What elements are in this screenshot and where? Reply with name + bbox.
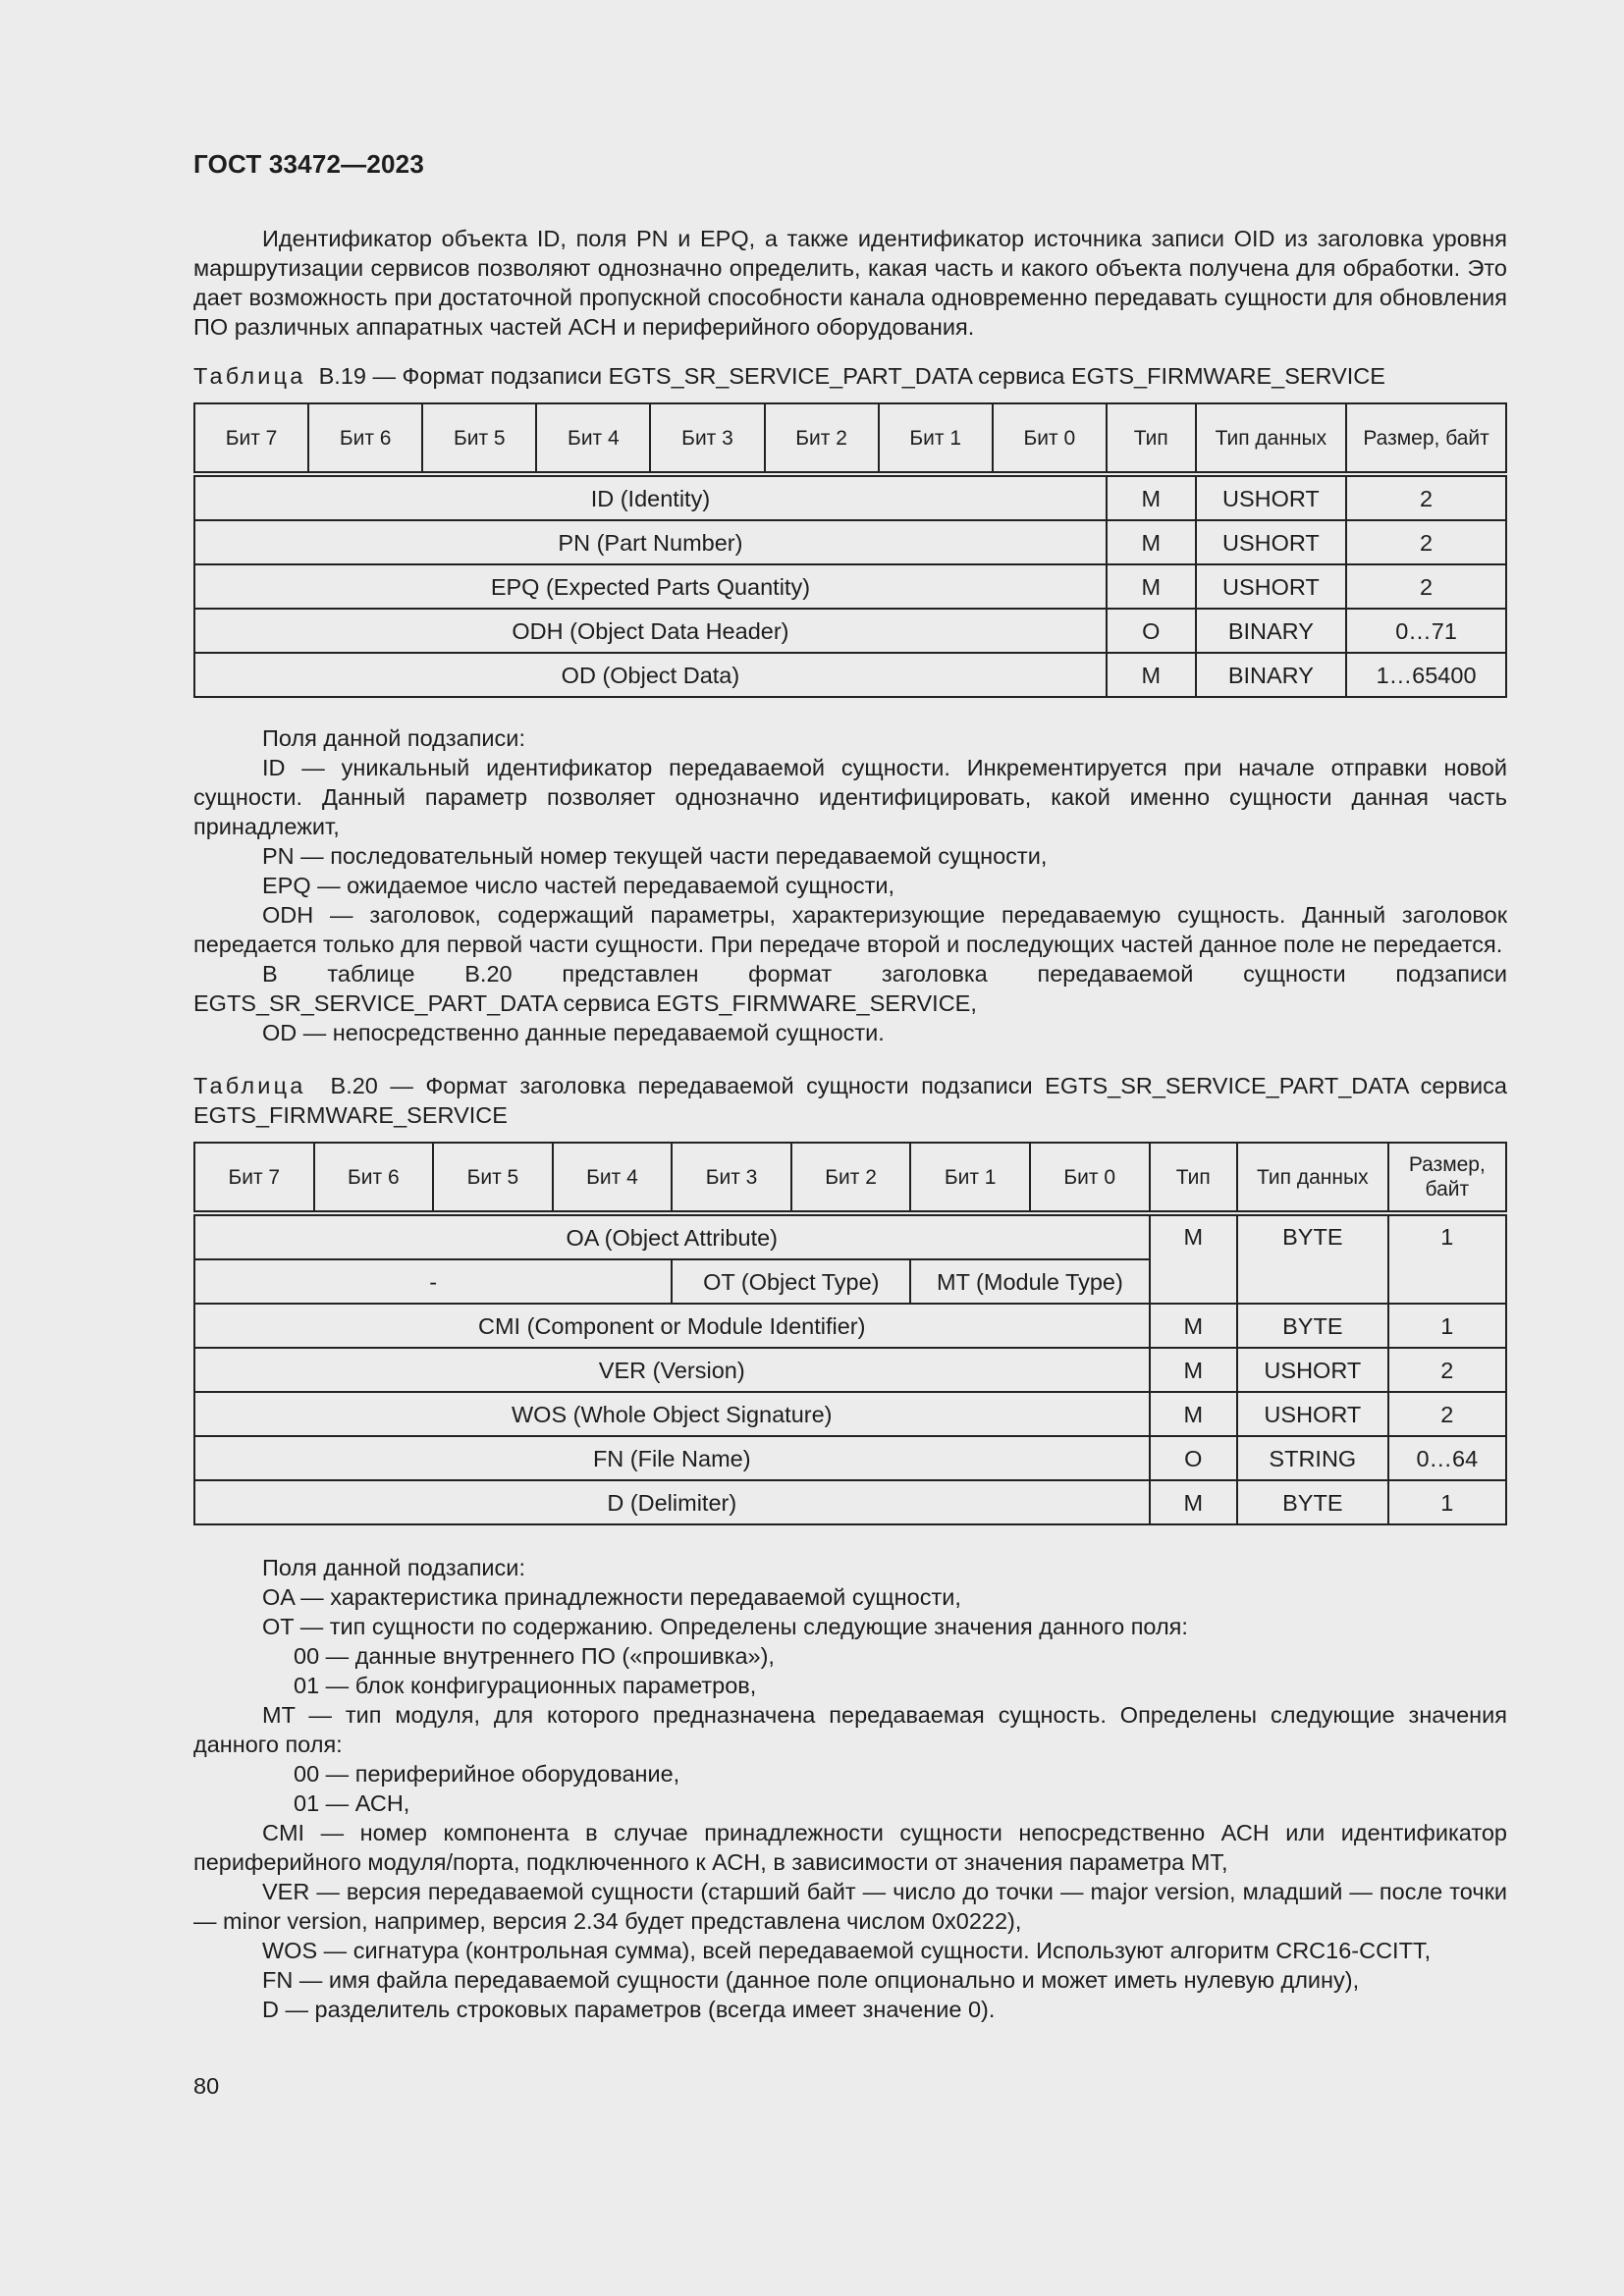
column-header: Бит 1 (879, 403, 993, 474)
table-row (194, 1436, 1506, 1480)
field-name-cell: OD (Object Data) (194, 653, 1107, 697)
field-desc-ver: VER — версия передаваемой сущности (старший байт — число до точки — major version, младший — после точки — minor version, например, версия 2.34 будет представлена числом 0x0222), (193, 1879, 1507, 1934)
page-number: 80 (193, 2073, 220, 2099)
field-desc-pn: PN — последовательный номер текущей части передаваемой сущности, (262, 843, 1048, 869)
table-b20-caption (193, 1071, 1507, 1130)
size-cell: 2 (1346, 474, 1506, 520)
field-desc-wos: WOS — сигнатура (контрольная сумма), всей передаваемой сущности. Используют алгоритм CRC16-CCITT, (262, 1938, 1432, 1963)
field-name-cell: D (Delimiter) (194, 1480, 1150, 1524)
datatype-cell: USHORT (1196, 520, 1346, 564)
column-header: Тип данных (1237, 1143, 1388, 1213)
field-desc-odh: ODH — заголовок, содержащий параметры, характеризующие передаваемую сущность. Данный заголовок передается только для первой части сущности. При передаче второй и последующих частей данное поле не передается. (193, 902, 1507, 957)
column-header: Бит 3 (650, 403, 764, 474)
column-header: Бит 7 (194, 403, 308, 474)
column-header: Бит 4 (536, 403, 650, 474)
column-header: Бит 5 (422, 403, 536, 474)
size-cell: 0…71 (1346, 609, 1506, 653)
table-row (194, 653, 1506, 697)
type-cell: M (1150, 1348, 1238, 1392)
size-cell: 2 (1346, 564, 1506, 609)
table-b20 (193, 1142, 1507, 1525)
table-caption-text: В.19 — Формат подзаписи EGTS_SR_SERVICE_PART_DATA сервиса EGTS_FIRMWARE_SERVICE (318, 363, 1385, 389)
datatype-cell: USHORT (1237, 1392, 1388, 1436)
column-header: Тип данных (1196, 403, 1346, 474)
field-desc-d: D — разделитель строковых параметров (всегда имеет значение 0). (262, 1997, 996, 2022)
table-row (194, 474, 1506, 520)
size-cell: 0…64 (1388, 1436, 1506, 1480)
column-header: Бит 5 (433, 1143, 553, 1213)
type-cell: M (1107, 520, 1196, 564)
field-name-cell: CMI (Component or Module Identifier) (194, 1304, 1150, 1348)
column-header: Бит 1 (910, 1143, 1030, 1213)
type-cell: M (1150, 1392, 1238, 1436)
field-value-item: 01 — блок конфигурационных параметров, (294, 1673, 757, 1698)
type-cell: M (1107, 564, 1196, 609)
field-desc-fn: FN — имя файла передаваемой сущности (данное поле опционально и может иметь нулевую длину), (262, 1967, 1360, 1993)
column-header: Бит 2 (765, 403, 879, 474)
field-name-cell: OA (Object Attribute) (194, 1213, 1150, 1259)
size-cell: 2 (1388, 1348, 1506, 1392)
datatype-cell: BYTE (1237, 1304, 1388, 1348)
table-row (194, 1480, 1506, 1524)
field-name-cell: OT (Object Type) (672, 1259, 910, 1304)
datatype-cell: BYTE (1237, 1213, 1388, 1304)
table-caption-text: В.20 — Формат заголовка передаваемой сущности подзаписи EGTS_SR_SERVICE_PART_DATA сервиса EGTS_FIRMWARE_SERVICE (193, 1073, 1507, 1128)
field-name-cell: WOS (Whole Object Signature) (194, 1392, 1150, 1436)
intro-paragraph: Идентификатор объекта ID, поля PN и EPQ, а также идентификатор источника записи OID из заголовка уровня маршрутизации сервисов позволяют однозначно определить, какая часть и какого объекта получена для обработки. Это дает возможность при достаточной пропускной способности канала одновременно передавать сущности для обновления ПО различных аппаратных частей АСН и периферийного оборудования. (193, 226, 1507, 340)
table-row (194, 609, 1506, 653)
column-header: Бит 2 (791, 1143, 911, 1213)
table-label: Таблица (193, 1073, 306, 1098)
table-row (194, 1348, 1506, 1392)
field-desc-ot: OT — тип сущности по содержанию. Определены следующие значения данного поля: (262, 1614, 1188, 1639)
datatype-cell: USHORT (1196, 564, 1346, 609)
size-cell: 1…65400 (1346, 653, 1506, 697)
field-desc-cmi: CMI — номер компонента в случае принадлежности сущности непосредственно АСН или идентификатор периферийного модуля/порта, подключенного к АСН, в зависимости от значения параметра MT, (193, 1820, 1507, 1875)
column-header: Бит 6 (314, 1143, 434, 1213)
type-cell: O (1107, 609, 1196, 653)
table-row (194, 1304, 1506, 1348)
table-b19 (193, 402, 1507, 698)
datatype-cell: USHORT (1237, 1348, 1388, 1392)
datatype-cell: BINARY (1196, 609, 1346, 653)
table-row (194, 564, 1506, 609)
datatype-cell: USHORT (1196, 474, 1346, 520)
size-cell: 2 (1388, 1392, 1506, 1436)
field-name-cell: EPQ (Expected Parts Quantity) (194, 564, 1107, 609)
type-cell: M (1150, 1213, 1238, 1304)
column-header: Размер, байт (1346, 403, 1506, 474)
field-name-cell: VER (Version) (194, 1348, 1150, 1392)
field-desc-oa: OA — характеристика принадлежности передаваемой сущности, (262, 1584, 961, 1610)
column-header: Тип (1107, 403, 1196, 474)
table-b19-caption (193, 361, 1507, 391)
field-name-cell: PN (Part Number) (194, 520, 1107, 564)
column-header: Бит 7 (194, 1143, 314, 1213)
type-cell: M (1150, 1480, 1238, 1524)
field-value-item: 01 — АСН, (294, 1790, 410, 1816)
column-header: Бит 4 (553, 1143, 673, 1213)
type-cell: M (1107, 474, 1196, 520)
column-header: Размер, байт (1388, 1143, 1506, 1213)
column-header: Бит 0 (1030, 1143, 1150, 1213)
datatype-cell: BINARY (1196, 653, 1346, 697)
type-cell: M (1107, 653, 1196, 697)
size-cell: 1 (1388, 1304, 1506, 1348)
field-value-item: 00 — данные внутреннего ПО («прошивка»), (294, 1643, 775, 1669)
field-desc-id: ID — уникальный идентификатор передаваемой сущности. Инкрементируется при начале отправки новой сущности. Данный параметр позволяет однозначно идентифицировать, какой именно сущности данная часть принадлежит, (193, 755, 1507, 839)
table-row (194, 520, 1506, 564)
field-desc-od: OD — непосредственно данные передаваемой сущности. (262, 1020, 885, 1045)
size-cell: 1 (1388, 1480, 1506, 1524)
fields-intro: Поля данной подзаписи: (262, 725, 525, 751)
column-header: Бит 0 (993, 403, 1107, 474)
reserved-bits-cell: - (194, 1259, 672, 1304)
type-cell: O (1150, 1436, 1238, 1480)
document-header: ГОСТ 33472—2023 (193, 149, 424, 179)
field-value-item: 00 — периферийное оборудование, (294, 1761, 680, 1787)
field-name-cell: MT (Module Type) (910, 1259, 1149, 1304)
field-name-cell: ODH (Object Data Header) (194, 609, 1107, 653)
datatype-cell: BYTE (1237, 1480, 1388, 1524)
column-header: Бит 6 (308, 403, 422, 474)
type-cell: M (1150, 1304, 1238, 1348)
table-row (194, 1213, 1506, 1259)
table-reference: В таблице В.20 представлен формат заголовка передаваемой сущности подзаписи EGTS_SR_SERVICE_PART_DATA сервиса EGTS_FIRMWARE_SERVICE, (193, 961, 1507, 1016)
field-desc-epq: EPQ — ожидаемое число частей передаваемой сущности, (262, 873, 894, 898)
field-desc-mt: MT — тип модуля, для которого предназначена передаваемая сущность. Определены следующие значения данного поля: (193, 1702, 1507, 1757)
size-cell: 1 (1388, 1213, 1506, 1304)
column-header: Бит 3 (672, 1143, 791, 1213)
fields-intro: Поля данной подзаписи: (262, 1555, 525, 1580)
column-header: Тип (1150, 1143, 1238, 1213)
table-label: Таблица (193, 363, 306, 389)
field-name-cell: FN (File Name) (194, 1436, 1150, 1480)
table-header-row (194, 403, 1506, 474)
document-body (193, 224, 1507, 2024)
datatype-cell: STRING (1237, 1436, 1388, 1480)
field-name-cell: ID (Identity) (194, 474, 1107, 520)
table-row (194, 1392, 1506, 1436)
table-header-row (194, 1143, 1506, 1213)
size-cell: 2 (1346, 520, 1506, 564)
